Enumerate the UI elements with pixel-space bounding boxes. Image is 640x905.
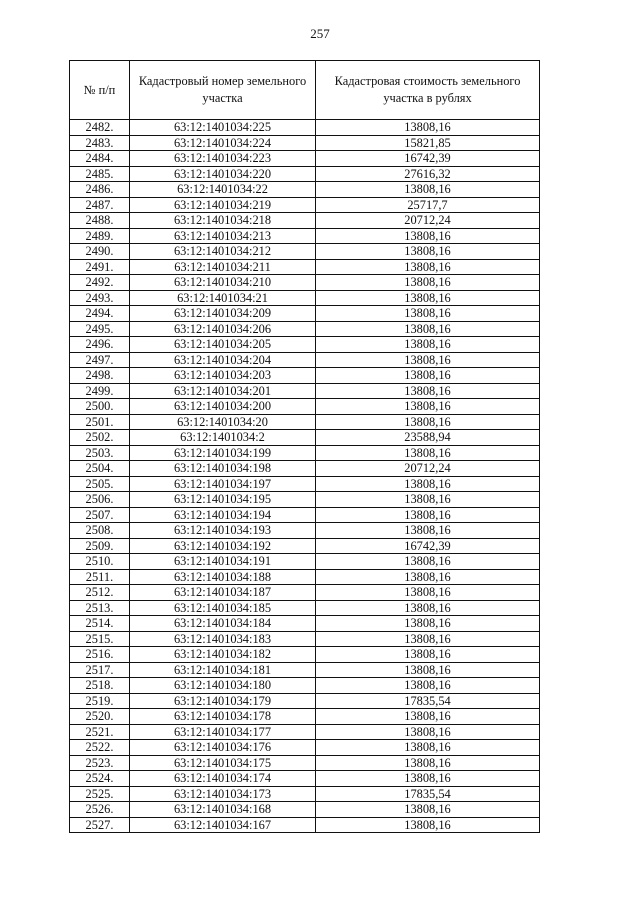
table-row	[70, 724, 540, 740]
cadastral-value: 13808,16	[316, 647, 540, 663]
table-row	[70, 817, 540, 833]
cadastral-value: 13808,16	[316, 228, 540, 244]
header-cadastral-number: Кадастровый номер земельного участка	[130, 61, 316, 120]
table-row	[70, 352, 540, 368]
table-row	[70, 616, 540, 632]
cadastral-value: 13808,16	[316, 678, 540, 694]
table-row	[70, 414, 540, 430]
row-number: 2505.	[70, 476, 130, 492]
cadastral-number: 63:12:1401034:220	[130, 166, 316, 182]
cadastral-number: 63:12:1401034:199	[130, 445, 316, 461]
row-number: 2504.	[70, 461, 130, 477]
cadastral-value: 13808,16	[316, 182, 540, 198]
row-number: 2511.	[70, 569, 130, 585]
cadastral-number: 63:12:1401034:22	[130, 182, 316, 198]
cadastral-value: 13808,16	[316, 507, 540, 523]
cadastral-number: 63:12:1401034:179	[130, 693, 316, 709]
table-row	[70, 399, 540, 415]
cadastral-value: 13808,16	[316, 476, 540, 492]
cadastral-value: 13808,16	[316, 306, 540, 322]
header-row	[70, 61, 540, 120]
table-row	[70, 786, 540, 802]
cadastral-number: 63:12:1401034:197	[130, 476, 316, 492]
row-number: 2523.	[70, 755, 130, 771]
cadastral-number: 63:12:1401034:193	[130, 523, 316, 539]
header-cadastral-value: Кадастровая стоимость земельного участка в рублях	[316, 61, 540, 120]
cadastral-value: 13808,16	[316, 352, 540, 368]
cadastral-number: 63:12:1401034:177	[130, 724, 316, 740]
row-number: 2509.	[70, 538, 130, 554]
row-number: 2508.	[70, 523, 130, 539]
cadastral-number: 63:12:1401034:176	[130, 740, 316, 756]
cadastral-number: 63:12:1401034:218	[130, 213, 316, 229]
table-row	[70, 678, 540, 694]
cadastral-number: 63:12:1401034:211	[130, 259, 316, 275]
cadastral-number: 63:12:1401034:175	[130, 755, 316, 771]
row-number: 2496.	[70, 337, 130, 353]
table-row	[70, 383, 540, 399]
row-number: 2502.	[70, 430, 130, 446]
cadastral-value: 13808,16	[316, 755, 540, 771]
cadastral-value: 13808,16	[316, 724, 540, 740]
cadastral-number: 63:12:1401034:185	[130, 600, 316, 616]
cadastral-value: 13808,16	[316, 383, 540, 399]
row-number: 2510.	[70, 554, 130, 570]
cadastral-value: 13808,16	[316, 740, 540, 756]
table-row	[70, 182, 540, 198]
row-number: 2490.	[70, 244, 130, 260]
row-number: 2526.	[70, 802, 130, 818]
cadastral-number: 63:12:1401034:201	[130, 383, 316, 399]
cadastral-number: 63:12:1401034:178	[130, 709, 316, 725]
cadastral-value: 16742,39	[316, 151, 540, 167]
row-number: 2489.	[70, 228, 130, 244]
cadastral-number: 63:12:1401034:173	[130, 786, 316, 802]
table-row	[70, 802, 540, 818]
table-row	[70, 197, 540, 213]
row-number: 2520.	[70, 709, 130, 725]
cadastral-number: 63:12:1401034:212	[130, 244, 316, 260]
cadastral-value: 27616,32	[316, 166, 540, 182]
table-row	[70, 755, 540, 771]
cadastral-number: 63:12:1401034:192	[130, 538, 316, 554]
table-row	[70, 600, 540, 616]
table-row	[70, 507, 540, 523]
cadastral-value: 16742,39	[316, 538, 540, 554]
cadastral-number: 63:12:1401034:174	[130, 771, 316, 787]
row-number: 2494.	[70, 306, 130, 322]
page-number: 257	[310, 26, 330, 41]
cadastral-number: 63:12:1401034:210	[130, 275, 316, 291]
row-number: 2521.	[70, 724, 130, 740]
row-number: 2507.	[70, 507, 130, 523]
row-number: 2513.	[70, 600, 130, 616]
cadastral-number: 63:12:1401034:188	[130, 569, 316, 585]
cadastral-value: 13808,16	[316, 445, 540, 461]
row-number: 2512.	[70, 585, 130, 601]
row-number: 2482.	[70, 120, 130, 136]
row-number: 2503.	[70, 445, 130, 461]
cadastral-table	[69, 60, 540, 833]
row-number: 2514.	[70, 616, 130, 632]
row-number: 2484.	[70, 151, 130, 167]
cadastral-number: 63:12:1401034:181	[130, 662, 316, 678]
row-number: 2492.	[70, 275, 130, 291]
cadastral-number: 63:12:1401034:20	[130, 414, 316, 430]
row-number: 2486.	[70, 182, 130, 198]
cadastral-number: 63:12:1401034:219	[130, 197, 316, 213]
cadastral-number: 63:12:1401034:206	[130, 321, 316, 337]
table-row	[70, 151, 540, 167]
table-row	[70, 631, 540, 647]
table-row	[70, 135, 540, 151]
cadastral-value: 13808,16	[316, 321, 540, 337]
cadastral-number: 63:12:1401034:191	[130, 554, 316, 570]
table-row	[70, 461, 540, 477]
cadastral-value: 20712,24	[316, 461, 540, 477]
table-row	[70, 228, 540, 244]
cadastral-number: 63:12:1401034:198	[130, 461, 316, 477]
row-number: 2498.	[70, 368, 130, 384]
cadastral-number: 63:12:1401034:203	[130, 368, 316, 384]
cadastral-value: 13808,16	[316, 709, 540, 725]
table-row	[70, 771, 540, 787]
cadastral-value: 13808,16	[316, 275, 540, 291]
cadastral-value: 17835,54	[316, 786, 540, 802]
table-row	[70, 445, 540, 461]
cadastral-number: 63:12:1401034:195	[130, 492, 316, 508]
cadastral-value: 17835,54	[316, 693, 540, 709]
cadastral-value: 13808,16	[316, 585, 540, 601]
row-number: 2485.	[70, 166, 130, 182]
cadastral-value: 13808,16	[316, 523, 540, 539]
table-row	[70, 120, 540, 136]
row-number: 2516.	[70, 647, 130, 663]
row-number: 2501.	[70, 414, 130, 430]
table-row	[70, 740, 540, 756]
cadastral-number: 63:12:1401034:209	[130, 306, 316, 322]
row-number: 2524.	[70, 771, 130, 787]
row-number: 2515.	[70, 631, 130, 647]
table-row	[70, 492, 540, 508]
cadastral-number: 63:12:1401034:183	[130, 631, 316, 647]
table-row	[70, 321, 540, 337]
cadastral-value: 15821,85	[316, 135, 540, 151]
row-number: 2493.	[70, 290, 130, 306]
cadastral-value: 13808,16	[316, 368, 540, 384]
cadastral-value: 13808,16	[316, 817, 540, 833]
cadastral-value: 20712,24	[316, 213, 540, 229]
table-row	[70, 244, 540, 260]
cadastral-number: 63:12:1401034:168	[130, 802, 316, 818]
cadastral-value: 13808,16	[316, 244, 540, 260]
table-row	[70, 554, 540, 570]
cadastral-value: 23588,94	[316, 430, 540, 446]
cadastral-number: 63:12:1401034:205	[130, 337, 316, 353]
table-row	[70, 662, 540, 678]
row-number: 2517.	[70, 662, 130, 678]
cadastral-value: 13808,16	[316, 569, 540, 585]
cadastral-number: 63:12:1401034:224	[130, 135, 316, 151]
table-row	[70, 523, 540, 539]
table-row	[70, 337, 540, 353]
table-row	[70, 368, 540, 384]
row-number: 2483.	[70, 135, 130, 151]
cadastral-number: 63:12:1401034:187	[130, 585, 316, 601]
table-row	[70, 585, 540, 601]
cadastral-value: 13808,16	[316, 802, 540, 818]
row-number: 2522.	[70, 740, 130, 756]
cadastral-value: 13808,16	[316, 662, 540, 678]
cadastral-value: 13808,16	[316, 771, 540, 787]
cadastral-number: 63:12:1401034:184	[130, 616, 316, 632]
table-header	[70, 61, 540, 120]
cadastral-value: 13808,16	[316, 616, 540, 632]
table-row	[70, 306, 540, 322]
table-row	[70, 290, 540, 306]
cadastral-value: 13808,16	[316, 492, 540, 508]
cadastral-number: 63:12:1401034:204	[130, 352, 316, 368]
table-row	[70, 476, 540, 492]
table-row	[70, 430, 540, 446]
cadastral-value: 13808,16	[316, 399, 540, 415]
cadastral-value: 13808,16	[316, 631, 540, 647]
cadastral-number: 63:12:1401034:167	[130, 817, 316, 833]
table-row	[70, 213, 540, 229]
row-number: 2497.	[70, 352, 130, 368]
cadastral-value: 13808,16	[316, 290, 540, 306]
row-number: 2527.	[70, 817, 130, 833]
row-number: 2506.	[70, 492, 130, 508]
row-number: 2519.	[70, 693, 130, 709]
cadastral-value: 25717,7	[316, 197, 540, 213]
cadastral-number: 63:12:1401034:225	[130, 120, 316, 136]
row-number: 2525.	[70, 786, 130, 802]
row-number: 2518.	[70, 678, 130, 694]
cadastral-number: 63:12:1401034:200	[130, 399, 316, 415]
table-row	[70, 166, 540, 182]
cadastral-number: 63:12:1401034:194	[130, 507, 316, 523]
row-number: 2499.	[70, 383, 130, 399]
cadastral-number: 63:12:1401034:213	[130, 228, 316, 244]
table-row	[70, 647, 540, 663]
row-number: 2491.	[70, 259, 130, 275]
table-body	[70, 120, 540, 833]
row-number: 2495.	[70, 321, 130, 337]
cadastral-number: 63:12:1401034:223	[130, 151, 316, 167]
cadastral-number: 63:12:1401034:2	[130, 430, 316, 446]
row-number: 2500.	[70, 399, 130, 415]
cadastral-number: 63:12:1401034:21	[130, 290, 316, 306]
row-number: 2488.	[70, 213, 130, 229]
table-row	[70, 538, 540, 554]
table-row	[70, 259, 540, 275]
table-row	[70, 693, 540, 709]
cadastral-value: 13808,16	[316, 259, 540, 275]
cadastral-value: 13808,16	[316, 554, 540, 570]
table-row	[70, 709, 540, 725]
cadastral-number: 63:12:1401034:180	[130, 678, 316, 694]
row-number: 2487.	[70, 197, 130, 213]
cadastral-value: 13808,16	[316, 600, 540, 616]
table-row	[70, 569, 540, 585]
cadastral-value: 13808,16	[316, 414, 540, 430]
table-row	[70, 275, 540, 291]
cadastral-value: 13808,16	[316, 120, 540, 136]
header-number: № п/п	[70, 61, 130, 120]
cadastral-number: 63:12:1401034:182	[130, 647, 316, 663]
cadastral-value: 13808,16	[316, 337, 540, 353]
